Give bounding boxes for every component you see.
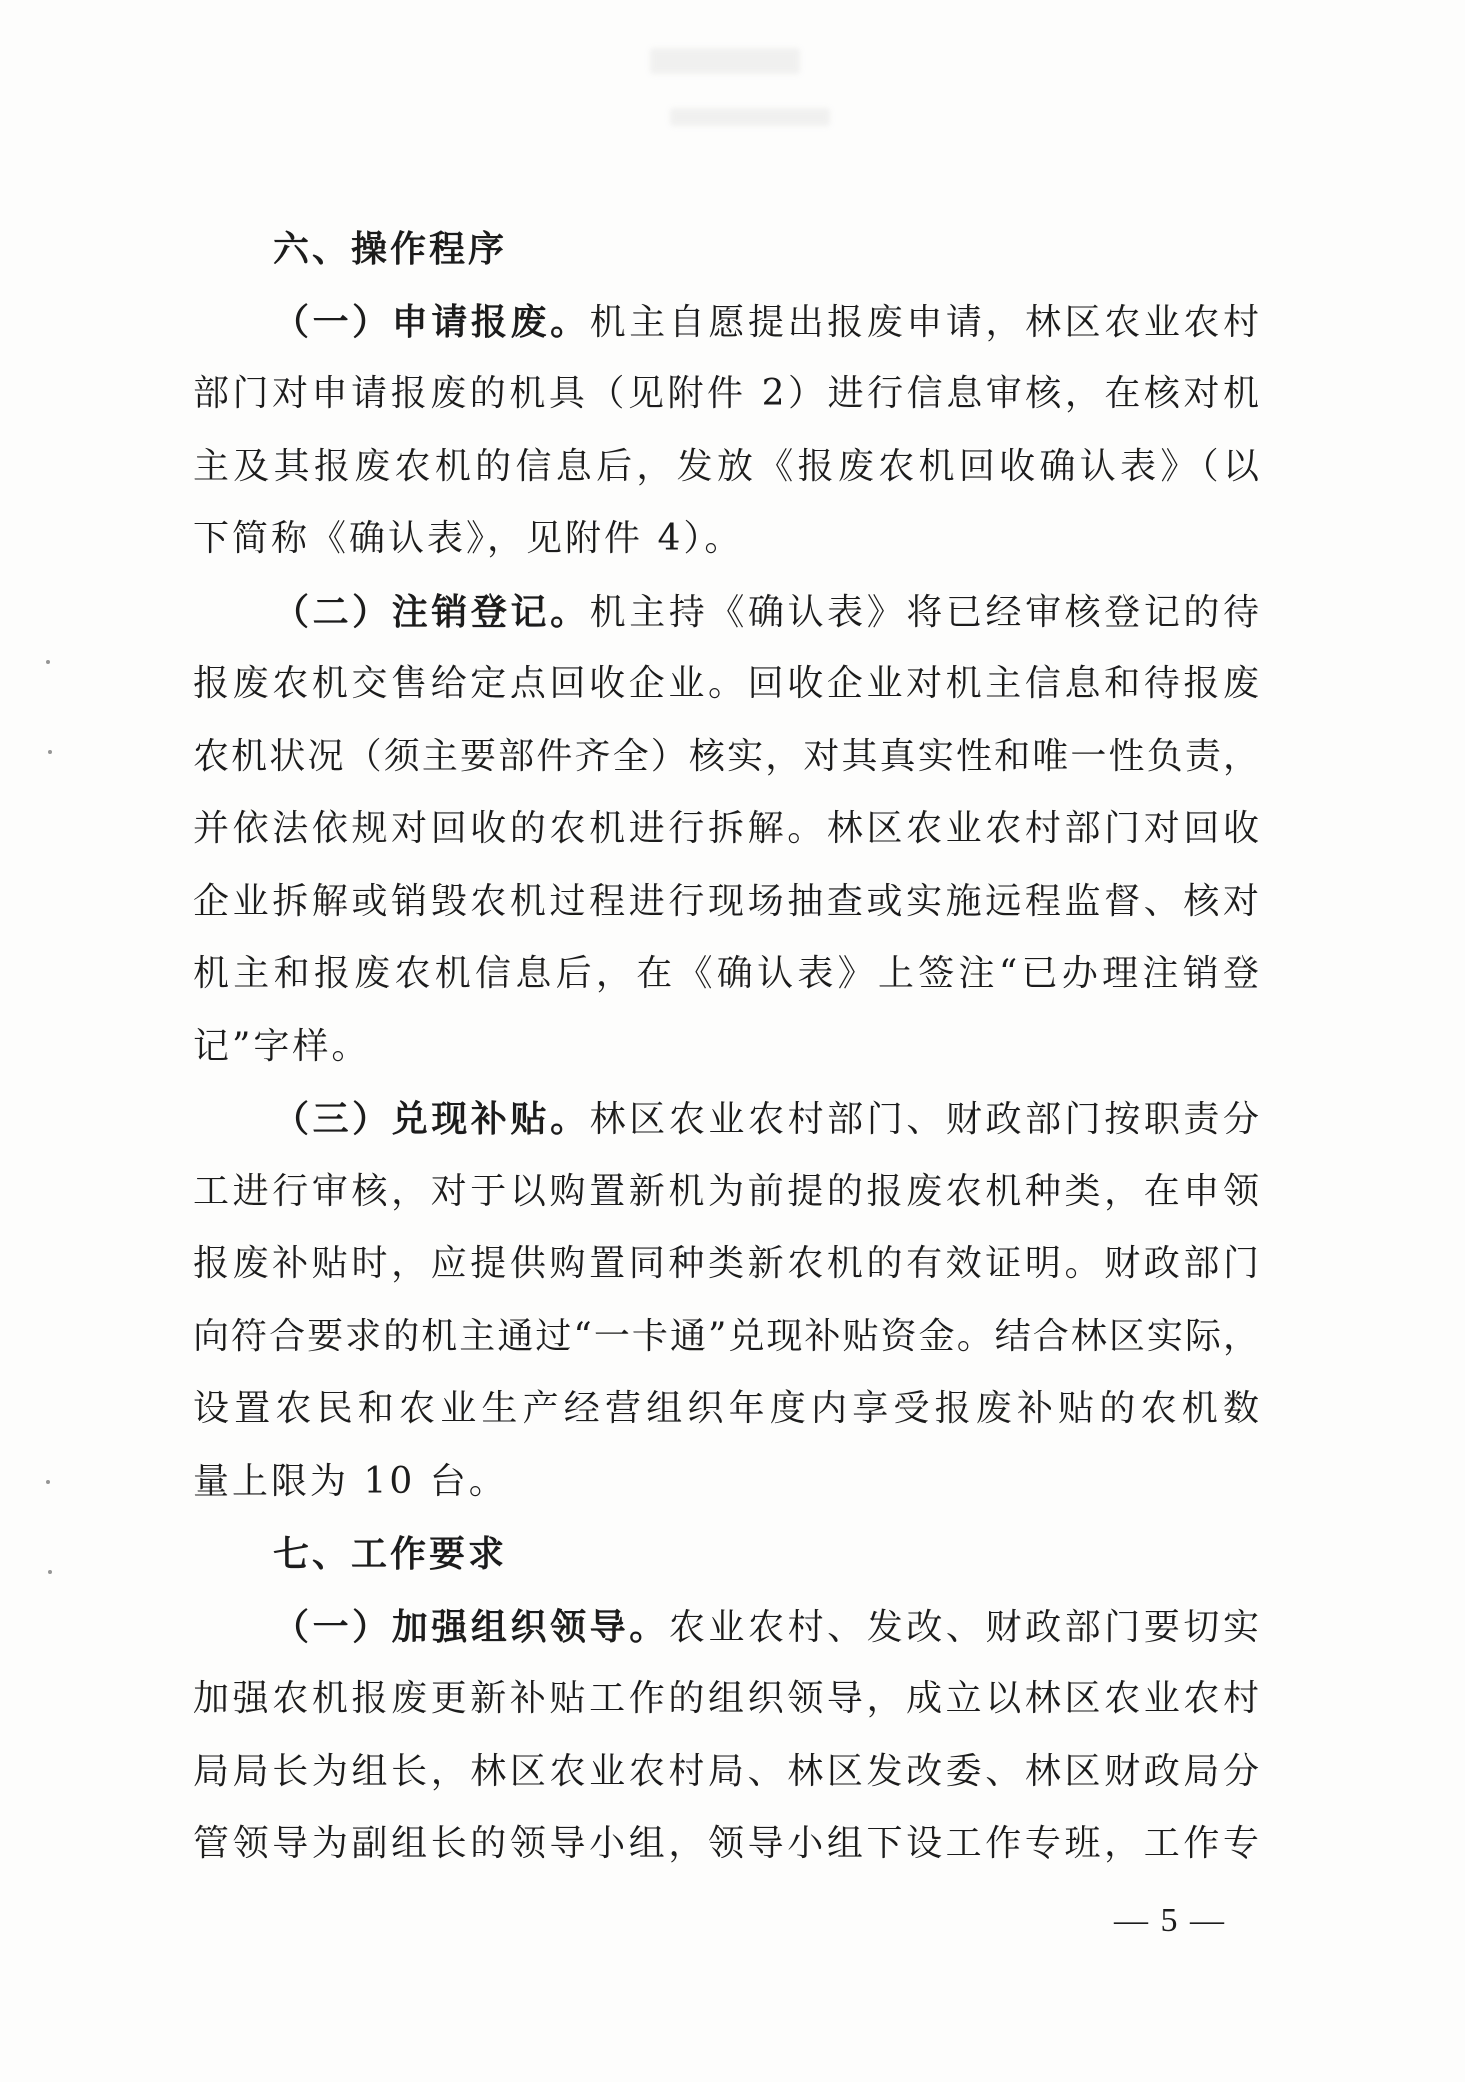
text-line: 加强农机报废更新补贴工作的组织领导，成立以林区农业农村 <box>193 1678 1259 1719</box>
paragraph-text: 林区农业农村部门、财政部门按职责分 <box>589 1099 1259 1140</box>
text-line: 记”字样。 <box>193 1025 371 1067</box>
bleed-through-mark <box>650 48 800 74</box>
paragraph-first-line <box>193 1591 1259 1664</box>
text-line: 向符合要求的机主通过“一卡通”兑现补贴资金。结合林区实际， <box>193 1315 1259 1357</box>
text-line: 部门对申请报废的机具（见附件 2）进行信息审核，在核对机 <box>193 373 1259 414</box>
section-heading: 六、操作程序 <box>273 228 508 270</box>
text-line: 机主和报废农机信息后，在《确认表》上签注“已办理注销登 <box>193 953 1259 994</box>
paragraph-text: 机主自愿提出报废申请，林区农业农村 <box>589 301 1259 343</box>
text-line: 报废农机交售给定点回收企业。回收企业对机主信息和待报废 <box>193 663 1259 704</box>
section-heading: 七、工作要求 <box>273 1533 508 1575</box>
text-line: 局局长为组长，林区农业农村局、林区发改委、林区财政局分 <box>193 1750 1259 1792</box>
text-line: 农机状况（须主要部件齐全）核实，对其真实性和唯一性负责， <box>193 735 1259 777</box>
paragraph-first-line <box>193 1083 1259 1156</box>
paragraph-label: （一）申请报废。 <box>273 300 590 343</box>
text-line: 下简称《确认表》，见附件 4）。 <box>193 518 744 559</box>
scan-speck <box>46 1480 50 1484</box>
paragraph-label: （三）兑现补贴。 <box>273 1098 590 1140</box>
document-body <box>193 213 1259 1881</box>
text-line: 工进行审核，对于以购置新机为前提的报废农机种类，在申领 <box>193 1170 1259 1212</box>
text-line: 并依法依规对回收的农机进行拆解。林区农业农村部门对回收 <box>193 808 1259 849</box>
text-line: 报废补贴时，应提供购置同种类新农机的有效证明。财政部门 <box>193 1243 1259 1284</box>
paragraph-text: 机主持《确认表》将已经审核登记的待 <box>589 591 1259 633</box>
text-line: 设置农民和农业生产经营组织年度内享受报废补贴的农机数 <box>193 1388 1259 1429</box>
page-number: — 5 — <box>1114 1902 1226 1939</box>
text-line: 主及其报废农机的信息后，发放《报废农机回收确认表》（以 <box>193 445 1259 487</box>
paragraph-text: 农业农村、发改、财政部门要切实 <box>668 1606 1259 1648</box>
scan-speck <box>48 1570 52 1574</box>
text-line: 管领导为副组长的领导小组，领导小组下设工作专班，工作专 <box>193 1823 1259 1864</box>
paragraph-first-line <box>193 576 1259 649</box>
scan-speck <box>46 660 50 664</box>
text-line: 量上限为 10 台。 <box>193 1460 508 1502</box>
paragraph-first-line <box>193 286 1259 359</box>
paragraph-label: （二）注销登记。 <box>273 590 590 633</box>
scan-speck <box>48 750 52 754</box>
bleed-through-mark <box>670 108 830 126</box>
text-line: 企业拆解或销毁农机过程进行现场抽查或实施远程监督、核对 <box>193 880 1259 922</box>
paragraph-label: （一）加强组织领导。 <box>273 1605 669 1648</box>
